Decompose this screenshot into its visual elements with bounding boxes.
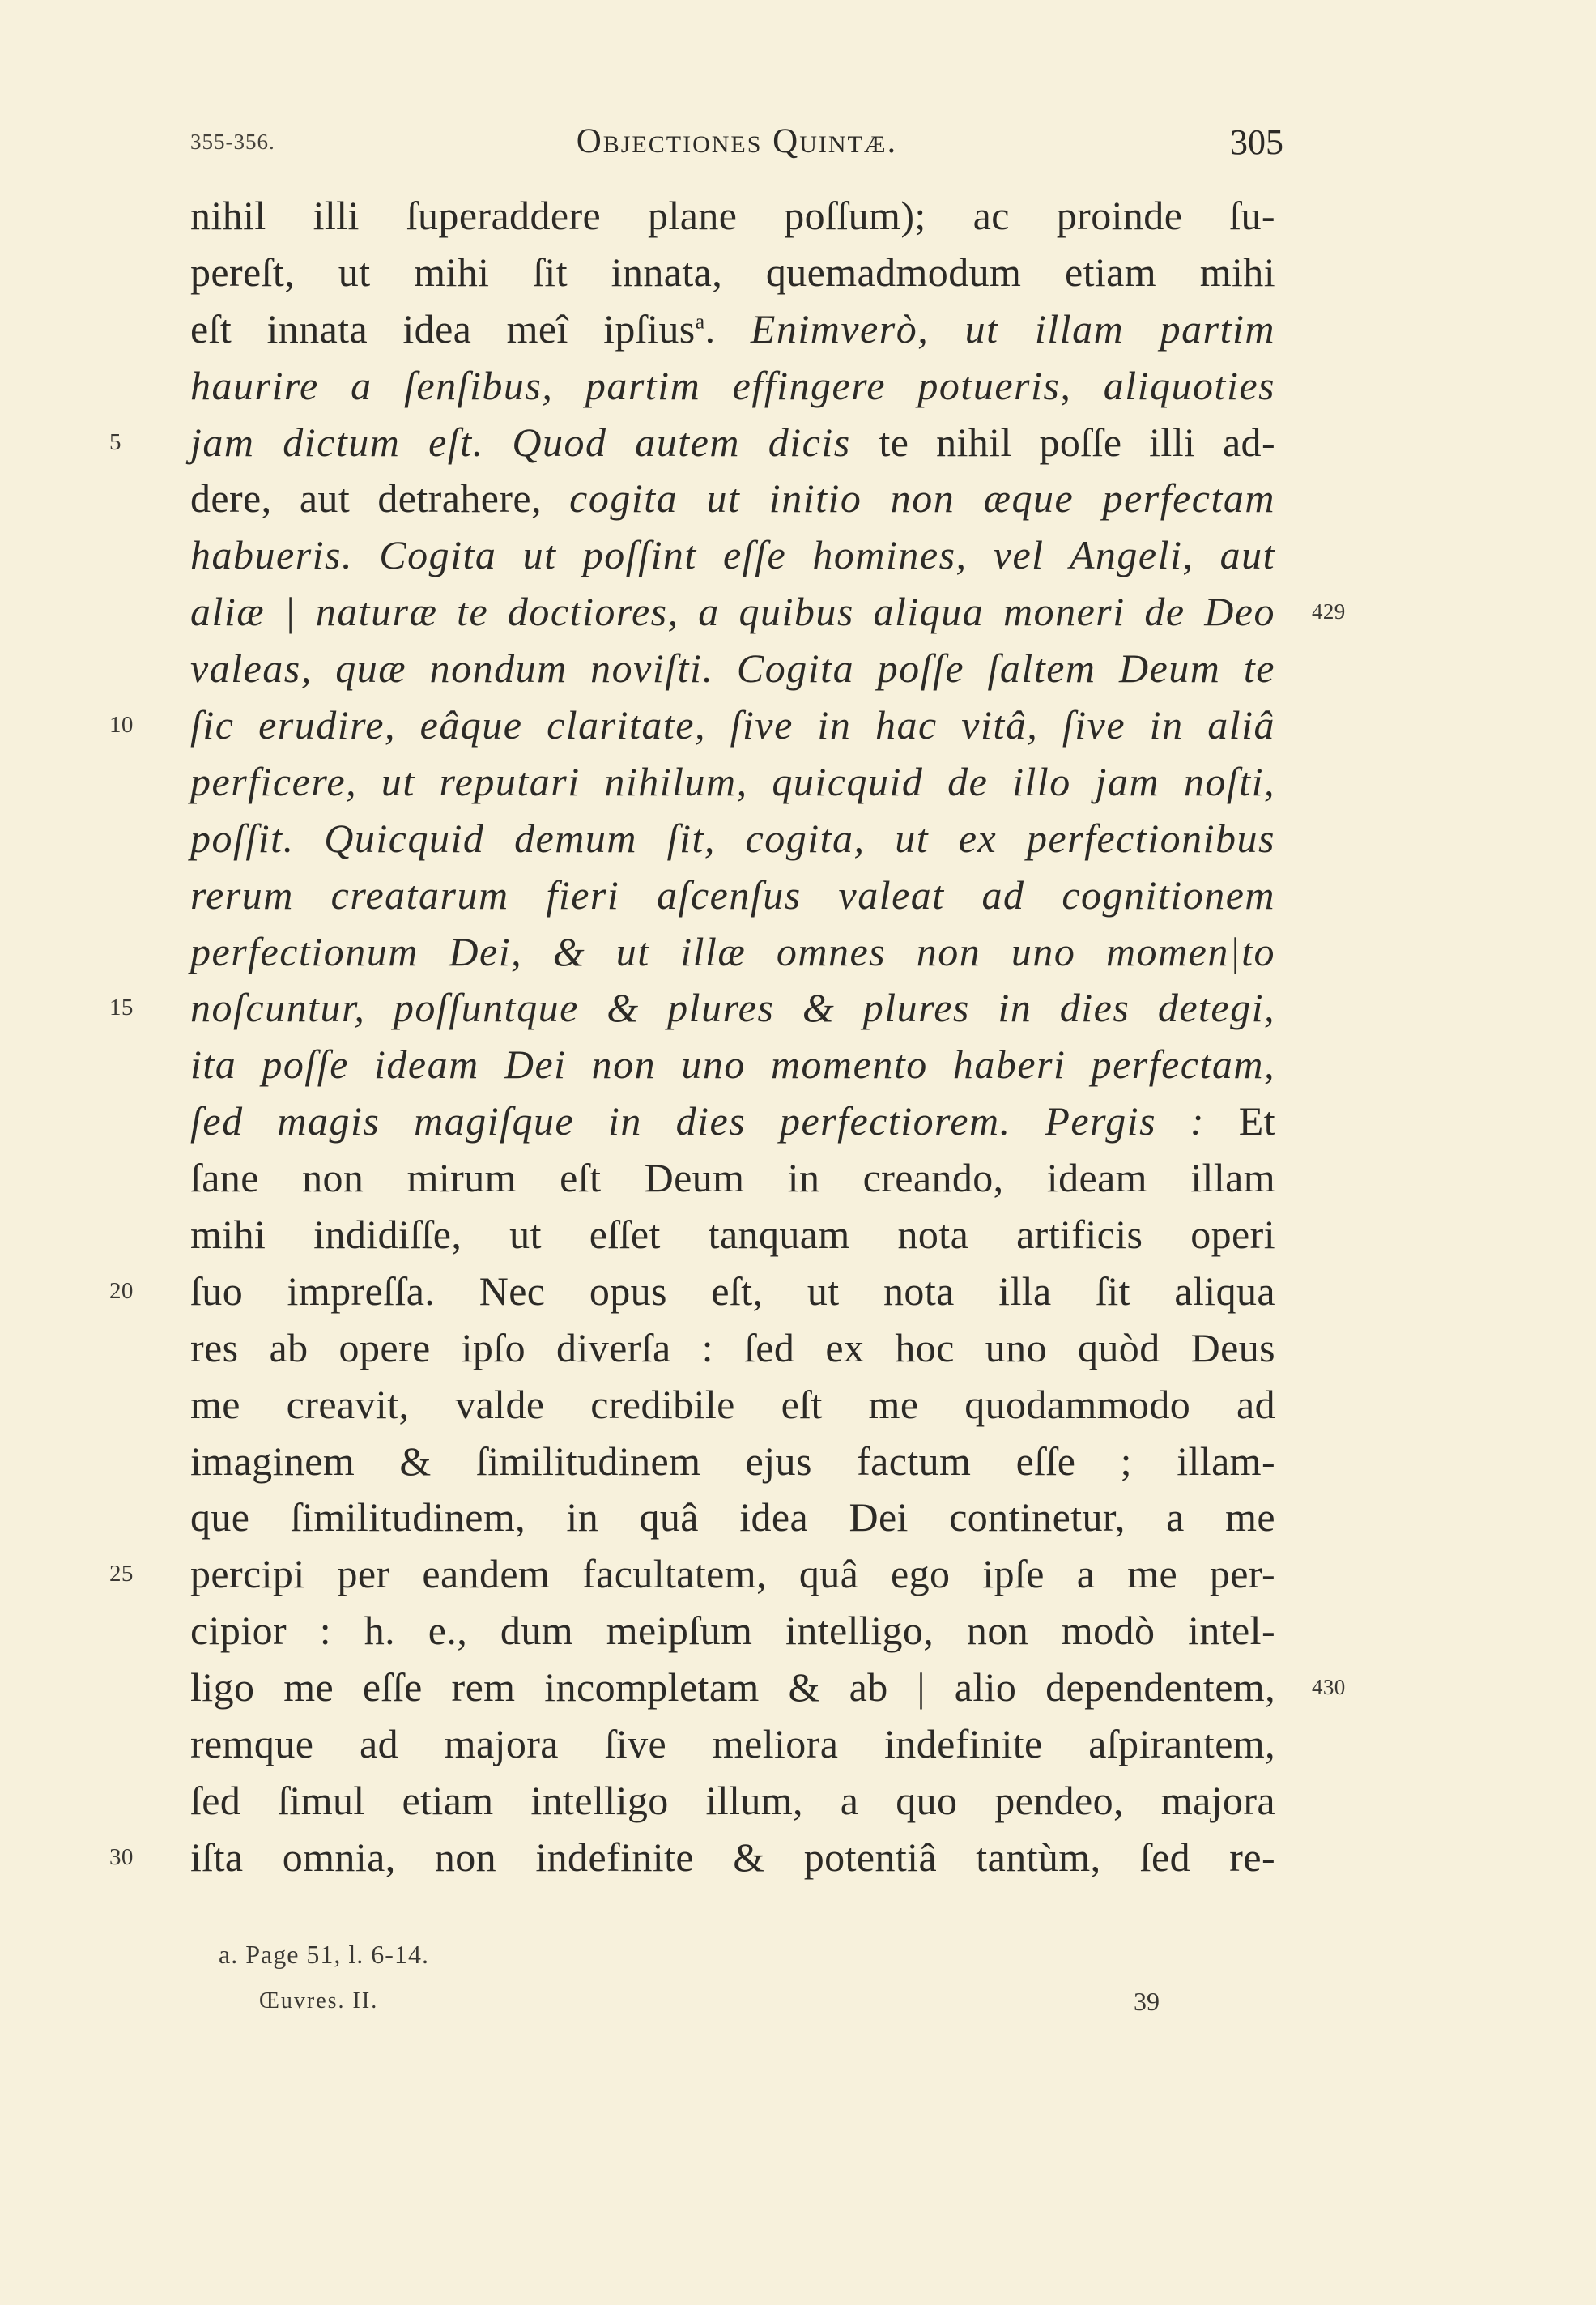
line-content bbox=[190, 759, 1275, 804]
text-line bbox=[190, 245, 1275, 301]
roman-text: iſta omnia, non indefinite & potentiâ tantùm, ſed re- bbox=[190, 1834, 1275, 1880]
line-content bbox=[190, 872, 1275, 918]
line-content bbox=[190, 816, 1275, 861]
text-line bbox=[190, 188, 1275, 245]
text-line bbox=[190, 1207, 1275, 1263]
roman-text: ſed ſimul etiam intelligo illum, a quo pendeo, majora bbox=[190, 1777, 1275, 1823]
text-line bbox=[190, 527, 1275, 584]
text-line bbox=[109, 697, 1275, 754]
italic-text: poſſit. Quicquid demum ſit, cogita, ut ex perfectionibus bbox=[190, 815, 1275, 861]
roman-text: pereſt, ut mihi ſit innata, quemadmodum etiam mihi bbox=[190, 249, 1275, 295]
line-content bbox=[190, 420, 1275, 465]
line-content bbox=[190, 1382, 1275, 1427]
italic-text: habueris. Cogita ut poſſint eſſe homines, vel Angeli, aut bbox=[190, 532, 1275, 578]
roman-text: dere, aut detrahere, bbox=[190, 475, 570, 522]
line-number: 25 bbox=[109, 1561, 134, 1587]
line-content bbox=[190, 1438, 1275, 1484]
text-line bbox=[190, 1037, 1275, 1093]
text-line bbox=[190, 301, 1275, 358]
line-number: 5 bbox=[109, 428, 121, 455]
text-line bbox=[190, 1603, 1275, 1660]
line-content bbox=[190, 929, 1275, 974]
roman-text: que ſimilitudinem, in quâ idea Dei continetur, a me bbox=[190, 1494, 1275, 1540]
footnote-ref[interactable]: a bbox=[695, 309, 705, 334]
roman-text: res ab opere ipſo diverſa : ſed ex hoc uno quòd Deus bbox=[190, 1324, 1275, 1370]
roman-text: percipi per eandem facultatem, quâ ego ipſe a me per- bbox=[190, 1551, 1275, 1597]
line-content bbox=[190, 475, 1275, 521]
line-content bbox=[190, 702, 1275, 748]
footer-volume: Œuvres. II. bbox=[259, 1988, 379, 2013]
margin-reference: 429 bbox=[1312, 599, 1346, 624]
text-line bbox=[190, 584, 1346, 641]
roman-text: ligo me eſſe rem incompletam & ab | alio dependentem, bbox=[190, 1664, 1275, 1711]
line-content bbox=[190, 645, 1275, 691]
italic-text: haurire a ſenſibus, partim effingere potueris, aliquoties bbox=[190, 362, 1275, 408]
line-content bbox=[190, 1721, 1275, 1766]
roman-text: me creavit, valde credibile eſt me quodammodo ad bbox=[190, 1381, 1275, 1427]
line-content bbox=[190, 589, 1275, 634]
page-number: 305 bbox=[1230, 122, 1283, 162]
roman-text: nihil illi ſuperaddere plane poſſum); ac proinde ſu- bbox=[190, 193, 1275, 238]
roman-text: cipior : h. e., dum meipſum intelligo, non modò intel- bbox=[190, 1608, 1275, 1654]
roman-text: mihi indidiſſe, ut eſſet tanquam nota artificis operi bbox=[190, 1212, 1275, 1258]
text-line bbox=[190, 1150, 1275, 1207]
line-content bbox=[190, 532, 1275, 577]
italic-text: aliæ | naturæ te doctiores, a quibus aliqua moneri de Deo bbox=[190, 589, 1275, 635]
text-line bbox=[190, 1377, 1275, 1434]
line-content bbox=[190, 1042, 1275, 1087]
italic-text: ſed magis magiſque in dies perfectiorem. Pergis : bbox=[190, 1098, 1239, 1144]
text-line bbox=[190, 924, 1275, 981]
italic-text: rerum creatarum fieri aſcenſus valeat ad cognitionem bbox=[190, 871, 1275, 918]
text-line bbox=[190, 641, 1275, 697]
footer-signature: 39 bbox=[1134, 1987, 1160, 2016]
footnote: a. Page 51, l. 6-14. bbox=[219, 1940, 429, 1969]
line-content bbox=[190, 1098, 1275, 1144]
line-content bbox=[190, 1268, 1275, 1314]
body-text bbox=[109, 188, 1346, 1886]
roman-text: ſane non mirum eſt Deum in creando, ideam illam bbox=[190, 1155, 1275, 1201]
line-content bbox=[190, 985, 1275, 1030]
text-line bbox=[190, 811, 1275, 867]
italic-text: ita poſſe ideam Dei non uno momento haberi perfectam, bbox=[190, 1042, 1275, 1088]
roman-text: imaginem & ſimilitudinem ejus factum eſſe ; illam- bbox=[190, 1438, 1275, 1484]
text-line bbox=[109, 1546, 1275, 1603]
line-content bbox=[190, 1834, 1275, 1880]
text-line bbox=[190, 1320, 1275, 1377]
roman-text: . bbox=[704, 305, 751, 352]
italic-text: jam dictum eſt. Quod autem dicis bbox=[190, 419, 879, 465]
italic-text: noſcuntur, poſſuntque & plures & plures in dies detegi, bbox=[190, 985, 1275, 1031]
italic-text: perficere, ut reputari nihilum, quicquid de illo jam noſti, bbox=[190, 758, 1275, 804]
line-content bbox=[190, 1212, 1275, 1257]
line-content bbox=[190, 193, 1275, 238]
running-title: Objectiones Quintæ. bbox=[576, 122, 898, 160]
italic-text: ſic erudire, eâque claritate, ſive in hac vitâ, ſive in aliâ bbox=[190, 702, 1275, 748]
text-line bbox=[109, 1263, 1275, 1320]
roman-text: te nihil poſſe illi ad- bbox=[879, 419, 1276, 465]
text-line bbox=[109, 1830, 1275, 1886]
line-content bbox=[190, 1608, 1275, 1653]
line-content bbox=[190, 1778, 1275, 1823]
italic-text: perfectionum Dei, & ut illæ omnes non uno momen|to bbox=[190, 928, 1275, 974]
italic-text: valeas, quæ nondum noviſti. Cogita poſſe ſaltem Deum te bbox=[190, 645, 1275, 692]
line-content bbox=[190, 306, 1275, 352]
text-line bbox=[190, 754, 1275, 811]
text-line bbox=[190, 471, 1275, 527]
text-line bbox=[190, 1489, 1275, 1546]
line-content bbox=[190, 363, 1275, 408]
roman-text: eſt innata idea meî ipſius bbox=[190, 305, 696, 352]
text-line bbox=[190, 1660, 1346, 1716]
text-line bbox=[109, 980, 1275, 1037]
line-number: 20 bbox=[109, 1277, 134, 1304]
text-line bbox=[109, 415, 1276, 471]
running-header bbox=[190, 121, 1283, 178]
line-content bbox=[190, 1325, 1275, 1370]
text-line bbox=[190, 1093, 1275, 1150]
line-content bbox=[190, 249, 1275, 295]
line-number: 30 bbox=[109, 1843, 134, 1870]
line-number: 10 bbox=[109, 712, 134, 739]
line-content bbox=[190, 1551, 1275, 1596]
italic-text: cogita ut initio non æque perfectam bbox=[569, 475, 1276, 522]
roman-text: ſuo impreſſa. Nec opus eſt, ut nota illa ſit aliqua bbox=[190, 1268, 1275, 1314]
text-line bbox=[190, 358, 1275, 415]
page-range: 355-356. bbox=[190, 130, 275, 154]
text-line bbox=[190, 1716, 1275, 1773]
line-content bbox=[190, 1664, 1275, 1710]
italic-text: Enimverò, ut illam partim bbox=[750, 305, 1275, 352]
roman-text: remque ad majora ſive meliora indefinite aſpirantem, bbox=[190, 1721, 1275, 1767]
text-line bbox=[190, 1434, 1275, 1490]
text-line bbox=[190, 1773, 1275, 1830]
line-content bbox=[190, 1494, 1275, 1540]
line-content bbox=[190, 1155, 1275, 1200]
text-line bbox=[190, 867, 1275, 924]
line-number: 15 bbox=[109, 995, 134, 1021]
margin-reference: 430 bbox=[1312, 1675, 1346, 1700]
roman-text: Et bbox=[1238, 1098, 1275, 1144]
